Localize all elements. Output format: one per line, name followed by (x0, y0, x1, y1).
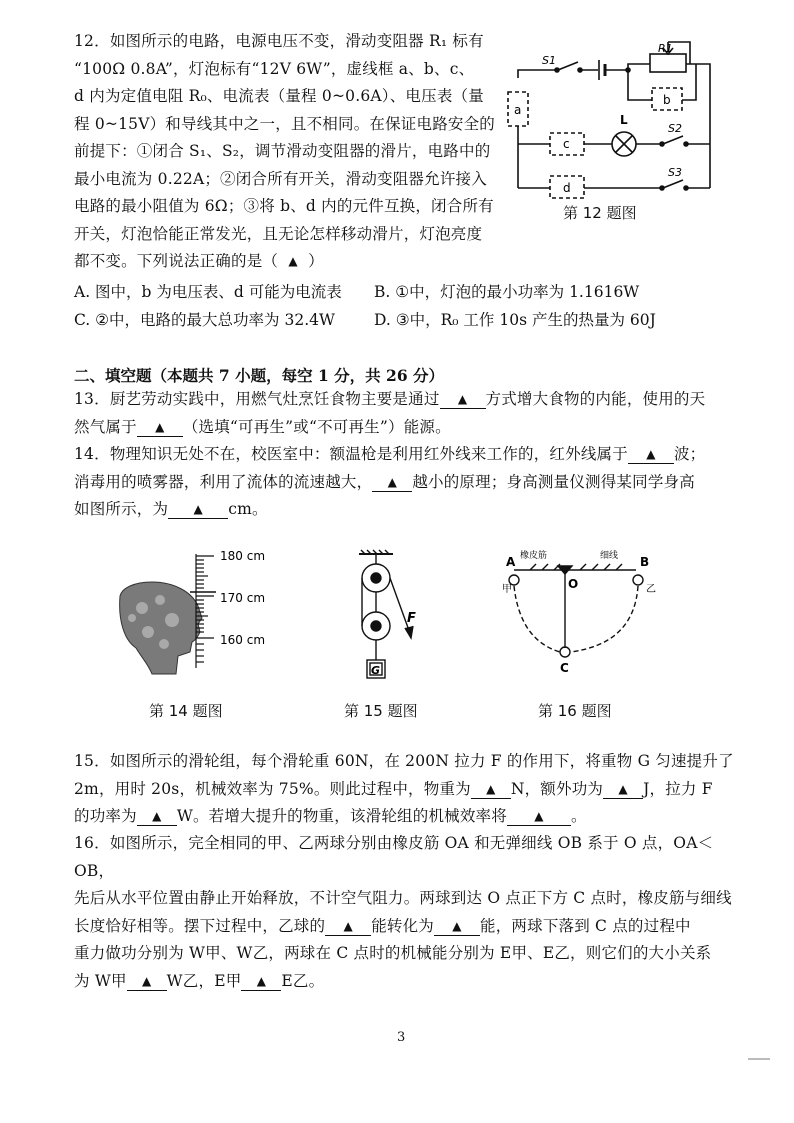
q14-blank-2[interactable]: ▲ (372, 473, 412, 492)
q12-option-a: A. 图中，b 为电压表、d 可能为电流表 (74, 283, 342, 301)
q12-line-8: 开关，灯泡恰能正常发光，且无论怎样移动滑片，灯泡亮度 (74, 224, 483, 243)
section-title: 二、填空题（本题共 7 小题，每空 1 分，共 26 分） (74, 366, 445, 385)
q12-line-9: 都不变。下列说法正确的是（ ▲ ） (74, 248, 504, 276)
label-a: a (514, 103, 522, 117)
fig14-caption: 第 14 题图 (149, 702, 223, 720)
q13-blank-2[interactable]: ▲ (137, 418, 183, 437)
label-s1: S1 (542, 54, 556, 67)
tick-180: 180 cm (220, 549, 266, 563)
q16-blank-4[interactable]: ▲ (241, 972, 281, 991)
label-rubber-band: 橡皮筋 (520, 551, 548, 561)
q12-option-c: C. ②中，电路的最大总功率为 32.4W (74, 311, 335, 329)
label-b: b (663, 93, 671, 107)
label-d: d (563, 181, 571, 195)
label-force-f: F (407, 611, 416, 626)
fig16-pendulum (500, 548, 660, 678)
fig14-height-ruler (112, 548, 282, 678)
question-15: 15．如图所示的滑轮组，每个滑轮重 60N，在 200N 拉力 F 的作用下，将重物 G 匀速提升了 2m，用时 20s，机械效率为 75%。则此过程中，物重为 ▲ N，额外功为 ▲ J，拉力 F 的功率为 ▲ W。若增大提升的物重，该滑轮组的机械效率将 ▲ 。 (74, 752, 734, 825)
page-number: 3 (397, 1030, 406, 1045)
q16-blank-2[interactable]: ▲ (434, 917, 480, 936)
label-b: B (640, 555, 650, 569)
fig15-pulley (345, 548, 425, 688)
q12-line-2: “100Ω 0.8A”，灯泡标有“12V 6W”，虚线框 a、b、c、 (74, 59, 475, 78)
fig16-caption: 第 16 题图 (538, 702, 612, 720)
q16-blank-3[interactable]: ▲ (127, 972, 167, 991)
tick-170: 170 cm (220, 591, 266, 605)
label-string: 细线 (600, 551, 619, 561)
label-lamp: L (620, 113, 628, 127)
q12-line-4: 程 0~15V）和导线其中之一，且不相同。在保证电路安全的 (74, 114, 495, 133)
question-12 (74, 28, 504, 276)
q12-line-6: 最小电流为 0.22A；②闭合所有开关，滑动变阻器允许接入 (74, 169, 487, 188)
q12-line-7: 电路的最小阻值为 6Ω；③将 b、d 内的元件互换，闭合所有 (74, 197, 494, 215)
question-13: 13．厨艺劳动实践中，用燃气灶烹饪食物主要是通过 ▲ 方式增大食物的内能，使用的天 然气属于 ▲ （选填“可再生”或“不可再生”）能源。 (74, 390, 706, 436)
fig15-caption: 第 15 题图 (344, 702, 418, 720)
tick-160: 160 cm (220, 633, 266, 647)
q14-blank-1[interactable]: ▲ (628, 445, 674, 464)
q16-blank-1[interactable]: ▲ (325, 917, 371, 936)
q12-line-3: d 内为定值电阻 R₀、电流表（量程 0~0.6A）、电压表（量 (74, 87, 484, 105)
scan-mark (748, 1058, 770, 1060)
q15-blank-2[interactable]: ▲ (603, 780, 643, 799)
q12-option-d: D. ③中，R₀ 工作 10s 产生的热量为 60J (374, 311, 656, 329)
q12-line-1: 12．如图所示的电路，电源电压不变，滑动变阻器 R₁ 标有 (74, 32, 484, 50)
q13-blank-1[interactable]: ▲ (440, 390, 486, 409)
label-s3: S3 (668, 166, 682, 179)
label-s2: S2 (668, 122, 682, 135)
question-14: 14．物理知识无处不在，校医室中：额温枪是利用红外线来工作的，红外线属于 ▲ 波； 消毒用的喷雾器，利用了流体的流速越大， ▲ 越小的原理；身高测量仪测得某同学身高 如图所示，为 ▲ cm。 (74, 445, 706, 518)
q15-blank-3[interactable]: ▲ (137, 807, 177, 826)
answer-triangle: ▲ (288, 254, 298, 268)
label-a: A (506, 555, 516, 569)
label-jia: 甲 (502, 584, 512, 595)
label-weight-g: G (371, 664, 381, 677)
label-r1: R1 (658, 42, 673, 55)
label-yi: 乙 (646, 584, 656, 595)
q12-option-b: B. ①中，灯泡的最小功率为 1.1616W (374, 283, 640, 301)
label-o: O (568, 577, 579, 591)
q15-blank-1[interactable]: ▲ (471, 780, 511, 799)
label-c: c (563, 137, 570, 151)
q12-figure-caption: 第 12 题图 (563, 204, 637, 222)
q15-blank-4[interactable]: ▲ (507, 807, 571, 826)
question-16: 16．如图所示，完全相同的甲、乙两球分别由橡皮筋 OA 和无弹细线 OB 系于 O 点，OA＜OB， 先后从水平位置由静止开始释放，不计空气阻力。两球到达 O 点正下方 C 点时，橡皮筋与细线 长度恰好相等。摆下过程中，乙球的 ▲ 能转化为 ▲ 能，两球下落到 C 点的过程中 重力做功分别为 W甲、W乙，两球在 C 点时的机械能分别为 E甲、E乙，则它们的大小关系 为 W甲 ▲ W乙，E甲 ▲ E乙。 (74, 834, 732, 990)
q14-blank-3[interactable]: ▲ (168, 500, 228, 519)
label-c: C (560, 661, 569, 675)
q12-line-5: 前提下：①闭合 S₁、S₂，调节滑动变阻器的滑片，电路中的 (74, 142, 491, 160)
